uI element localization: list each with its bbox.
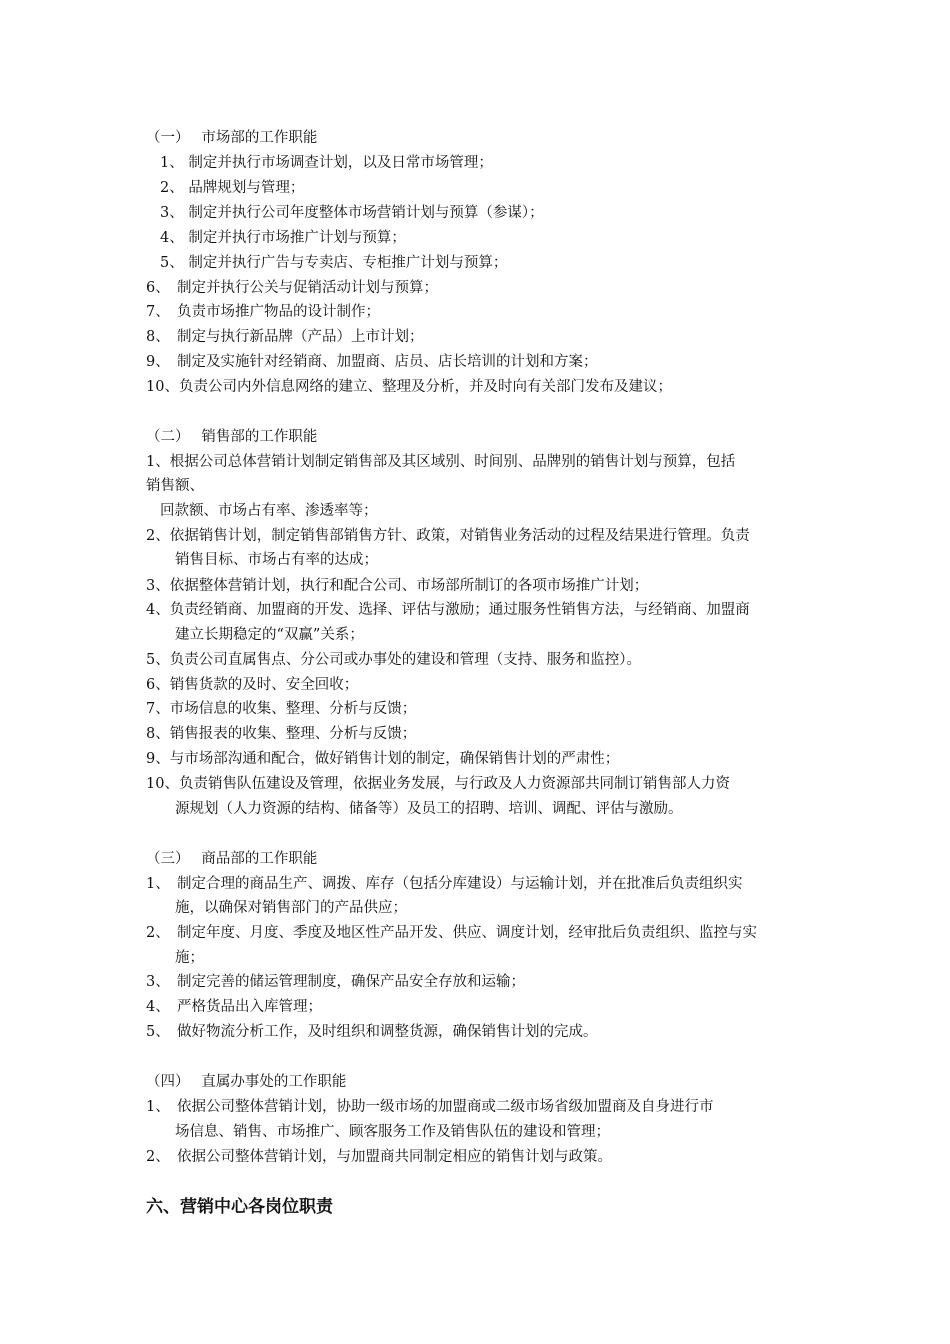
section-1-title: （一） 市场部的工作职能 [146,130,318,146]
section-2-item: 源规划（人力资源的结构、储备等）及员工的招聘、培训、调配、评估与激励。 [175,801,683,817]
section-2-item: 5、负责公司直属售点、分公司或办事处的建设和管理（支持、服务和监控）。 [146,652,641,668]
section-1-item: 2、 品牌规划与管理； [160,180,305,196]
section-3-item: 1、 制定合理的商品生产、调拨、库存（包括分库建设）与运输计划，并在批准后负责组织实 [146,876,743,892]
section-2-item: 回款额、市场占有率、渗透率等； [160,503,378,519]
section-1-item: 9、 制定及实施针对经销商、加盟商、店员、店长培训的计划和方案； [146,354,598,370]
section-4-item: 场信息、销售、市场推广、顾客服务工作及销售队伍的建设和管理； [175,1124,610,1140]
section-2-item: 建立长期稳定的“双赢”关系； [175,627,364,643]
section-3-item: 施，以确保对销售部门的产品供应； [175,900,407,916]
section-4-item: 2、 依据公司整体营销计划，与加盟商共同制定相应的销售计划与政策。 [146,1149,612,1165]
section-1-item: 8、 制定与执行新品牌（产品）上市计划； [146,329,424,345]
section-4-title: （四） 直属办事处的工作职能 [146,1074,347,1090]
section-1-item: 1、 制定并执行市场调查计划，以及日常市场管理； [160,155,493,171]
section-3-item: 4、 严格货品出入库管理； [146,999,322,1015]
section-3-item: 3、 制定完善的储运管理制度，确保产品安全存放和运输； [146,974,525,990]
section-2-item: 9、与市场部沟通和配合，做好销售计划的制定，确保销售计划的严肃性； [146,751,620,767]
section-2-item: 销售额、 [146,478,204,494]
section-1-item: 10、负责公司内外信息网络的建立、整理及分析，并及时向有关部门发布及建议； [146,379,672,395]
section-2-item: 2、依据销售计划，制定销售部销售方针、政策，对销售业务活动的过程及结果进行管理。负责 [146,528,750,544]
section-1-item: 3、 制定并执行公司年度整体市场营销计划与预算（参谋）； [160,205,544,221]
section-2-item: 4、负责经销商、加盟商的开发、选择、评估与激励；通过服务性销售方法，与经销商、加盟商 [146,602,750,618]
section-2-item: 6、销售货款的及时、安全回收； [146,677,359,693]
section-1-item: 5、 制定并执行广告与专卖店、专柜推广计划与预算； [160,255,508,271]
section-2-item: 10、负责销售队伍建设及管理，依据业务发展，与行政及人力资源部共同制订销售部人力资 [146,776,730,792]
section-2-item: 3、依据整体营销计划，执行和配合公司、市场部所制订的各项市场推广计划； [146,578,649,594]
section-2-title: （二） 销售部的工作职能 [146,429,318,445]
section-2-item: 8、销售报表的收集、整理、分析与反馈； [146,726,417,742]
section-2-item: 销售目标、市场占有率的达成； [175,552,378,568]
section-1-item: 7、 负责市场推广物品的设计制作； [146,304,380,320]
section-2-item: 7、市场信息的收集、整理、分析与反馈； [146,701,417,717]
chapter-heading: 六、营销中心各岗位职责 [146,1197,333,1217]
section-1-item: 6、 制定并执行公关与促销活动计划与预算； [146,280,438,296]
section-3-item: 2、 制定年度、月度、季度及地区性产品开发、供应、调度计划，经审批后负责组织、监控与实 [146,925,757,941]
section-3-item: 施； [175,950,204,966]
section-3-item: 5、 做好物流分析工作，及时组织和调整货源，确保销售计划的完成。 [146,1024,598,1040]
section-2-item: 1、根据公司总体营销计划制定销售部及其区域别、时间别、品牌别的销售计划与预算，包括 [146,454,736,470]
section-4-item: 1、 依据公司整体营销计划，协助一级市场的加盟商或二级市场省级加盟商及自身进行市 [146,1099,714,1115]
section-1-item: 4、 制定并执行市场推广计划与预算； [160,230,406,246]
section-3-title: （三） 商品部的工作职能 [146,851,318,867]
